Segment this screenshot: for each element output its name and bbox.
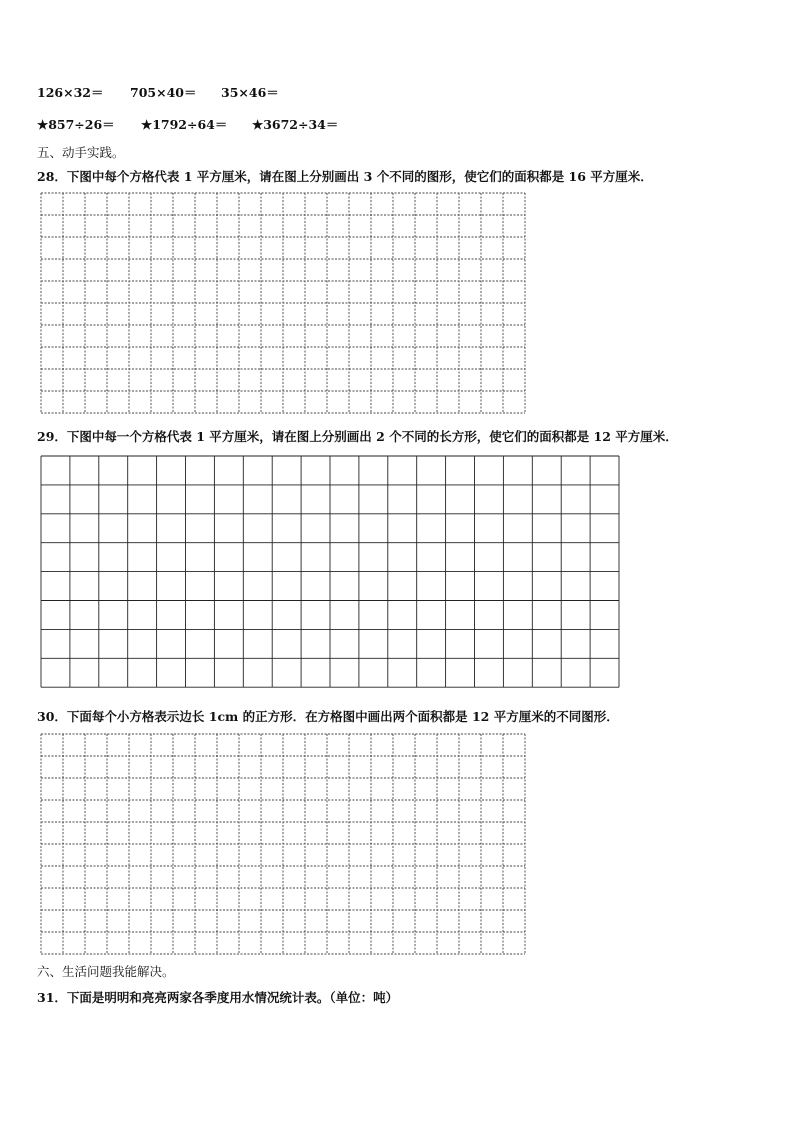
grid-q30[interactable]: [40, 733, 526, 955]
section-heading-5: 五、动手实践。: [37, 145, 125, 160]
calc-item-2: 705×40＝: [130, 85, 197, 100]
calc-item-5: ★1792÷64＝: [141, 117, 228, 132]
section-heading-6: 六、生活问题我能解决。: [37, 964, 175, 979]
grid-q28[interactable]: [40, 192, 526, 414]
grid-q30-svg: [40, 733, 526, 955]
grid-q29[interactable]: [40, 455, 620, 688]
question-29-text: 29．下图中每一个方格代表 1 平方厘米，请在图上分别画出 2 个不同的长方形，使它们的面积都是 12 平方厘米．: [37, 429, 678, 444]
grid-q28-svg: [40, 192, 526, 414]
grid-q29-svg: [40, 455, 620, 688]
calculation-row-1: [0, 83, 794, 99]
question-28-text: 28．下图中每个方格代表 1 平方厘米，请在图上分别画出 3 个不同的图形，使它们的面积都是 16 平方厘米．: [37, 169, 653, 184]
calc-item-3: 35×46＝: [221, 85, 279, 100]
calc-item-4: ★857÷26＝: [37, 117, 115, 132]
calc-item-1: 126×32＝: [37, 85, 104, 100]
question-31-text: 31．下面是明明和亮亮两家各季度用水情况统计表。（单位：吨）: [37, 990, 399, 1005]
calc-item-6: ★3672÷34＝: [252, 117, 339, 132]
calculation-row-2: [0, 115, 794, 131]
question-30-text: 30．下面每个小方格表示边长 1cm 的正方形．在方格图中画出两个面积都是 12 平方厘米的不同图形．: [37, 709, 619, 724]
